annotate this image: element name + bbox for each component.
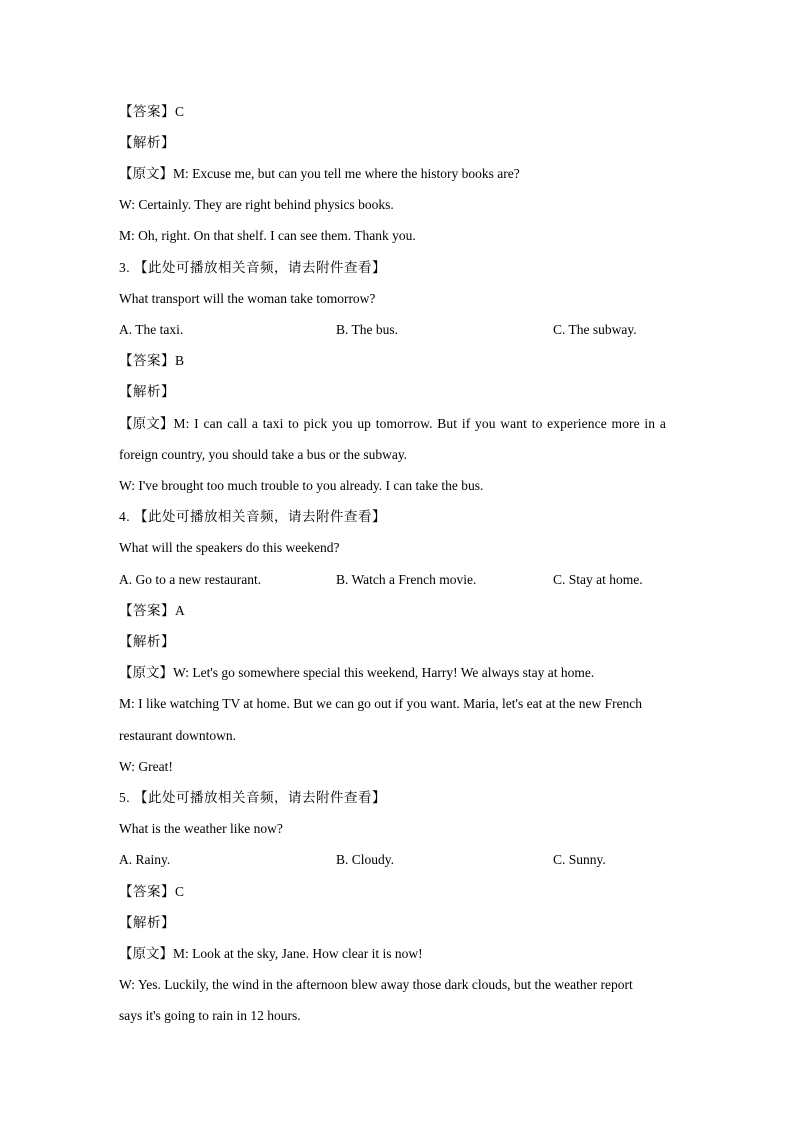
- analysis-label-q3: 【解析】: [119, 384, 175, 399]
- question-5-text: What is the weather like now?: [119, 821, 283, 836]
- transcript-q4-line3: restaurant downtown.: [119, 728, 236, 743]
- transcript-q3-line2: foreign country, you should take a bus or the subway.: [119, 447, 408, 462]
- transcript-q3-line1: 【原文】M: I can call a taxi to pick you up tomorrow. But if you want to experience more in a: [119, 416, 666, 431]
- analysis-label-q4: 【解析】: [119, 634, 175, 649]
- q5-option-c: C. Sunny.: [553, 852, 606, 867]
- q5-option-b: B. Cloudy.: [336, 852, 395, 867]
- transcript-q2-line2: W: Certainly. They are right behind physics books.: [119, 197, 394, 212]
- analysis-label-q2: 【解析】: [119, 135, 175, 150]
- transcript-q4-line2: M: I like watching TV at home. But we can go out if you want. Maria, let's eat at the new French: [119, 696, 643, 711]
- question-3-options: [119, 320, 689, 340]
- q3-option-b: B. The bus.: [336, 322, 399, 337]
- answer-label-q3: 【答案】B: [119, 353, 185, 368]
- transcript-q4-line1: 【原文】W: Let's go somewhere special this weekend, Harry! We always stay at home.: [119, 665, 595, 680]
- transcript-q3-line3: W: I've brought too much trouble to you already. I can take the bus.: [119, 478, 484, 493]
- transcript-q5-line3: says it's going to rain in 12 hours.: [119, 1008, 301, 1023]
- question-5-options: [119, 850, 689, 870]
- answer-label-q5: 【答案】C: [119, 884, 185, 899]
- transcript-q5-line1: 【原文】M: Look at the sky, Jane. How clear it is now!: [119, 946, 423, 961]
- question-4-text: What will the speakers do this weekend?: [119, 540, 340, 555]
- answer-label-q2: 【答案】C: [119, 104, 185, 119]
- transcript-q2-line1: 【原文】M: Excuse me, but can you tell me where the history books are?: [119, 166, 520, 181]
- q4-option-a: A. Go to a new restaurant.: [119, 572, 262, 587]
- answer-label-q4: 【答案】A: [119, 603, 186, 618]
- analysis-label-q5: 【解析】: [119, 915, 175, 930]
- q3-option-c: C. The subway.: [553, 322, 637, 337]
- q3-option-a: A. The taxi.: [119, 322, 184, 337]
- q4-option-c: C. Stay at home.: [553, 572, 643, 587]
- q4-option-b: B. Watch a French movie.: [336, 572, 477, 587]
- question-4-header: 4. 【此处可播放相关音频，请去附件查看】: [119, 509, 386, 524]
- question-4-options: [119, 570, 689, 590]
- question-5-header: 5. 【此处可播放相关音频，请去附件查看】: [119, 790, 386, 805]
- transcript-q2-line3: M: Oh, right. On that shelf. I can see them. Thank you.: [119, 228, 416, 243]
- transcript-q5-line2: W: Yes. Luckily, the wind in the afternoon blew away those dark clouds, but the weather report: [119, 977, 633, 992]
- question-3-text: What transport will the woman take tomorrow?: [119, 291, 376, 306]
- question-3-header: 3. 【此处可播放相关音频，请去附件查看】: [119, 260, 386, 275]
- q5-option-a: A. Rainy.: [119, 852, 171, 867]
- transcript-q4-line4: W: Great!: [119, 759, 173, 774]
